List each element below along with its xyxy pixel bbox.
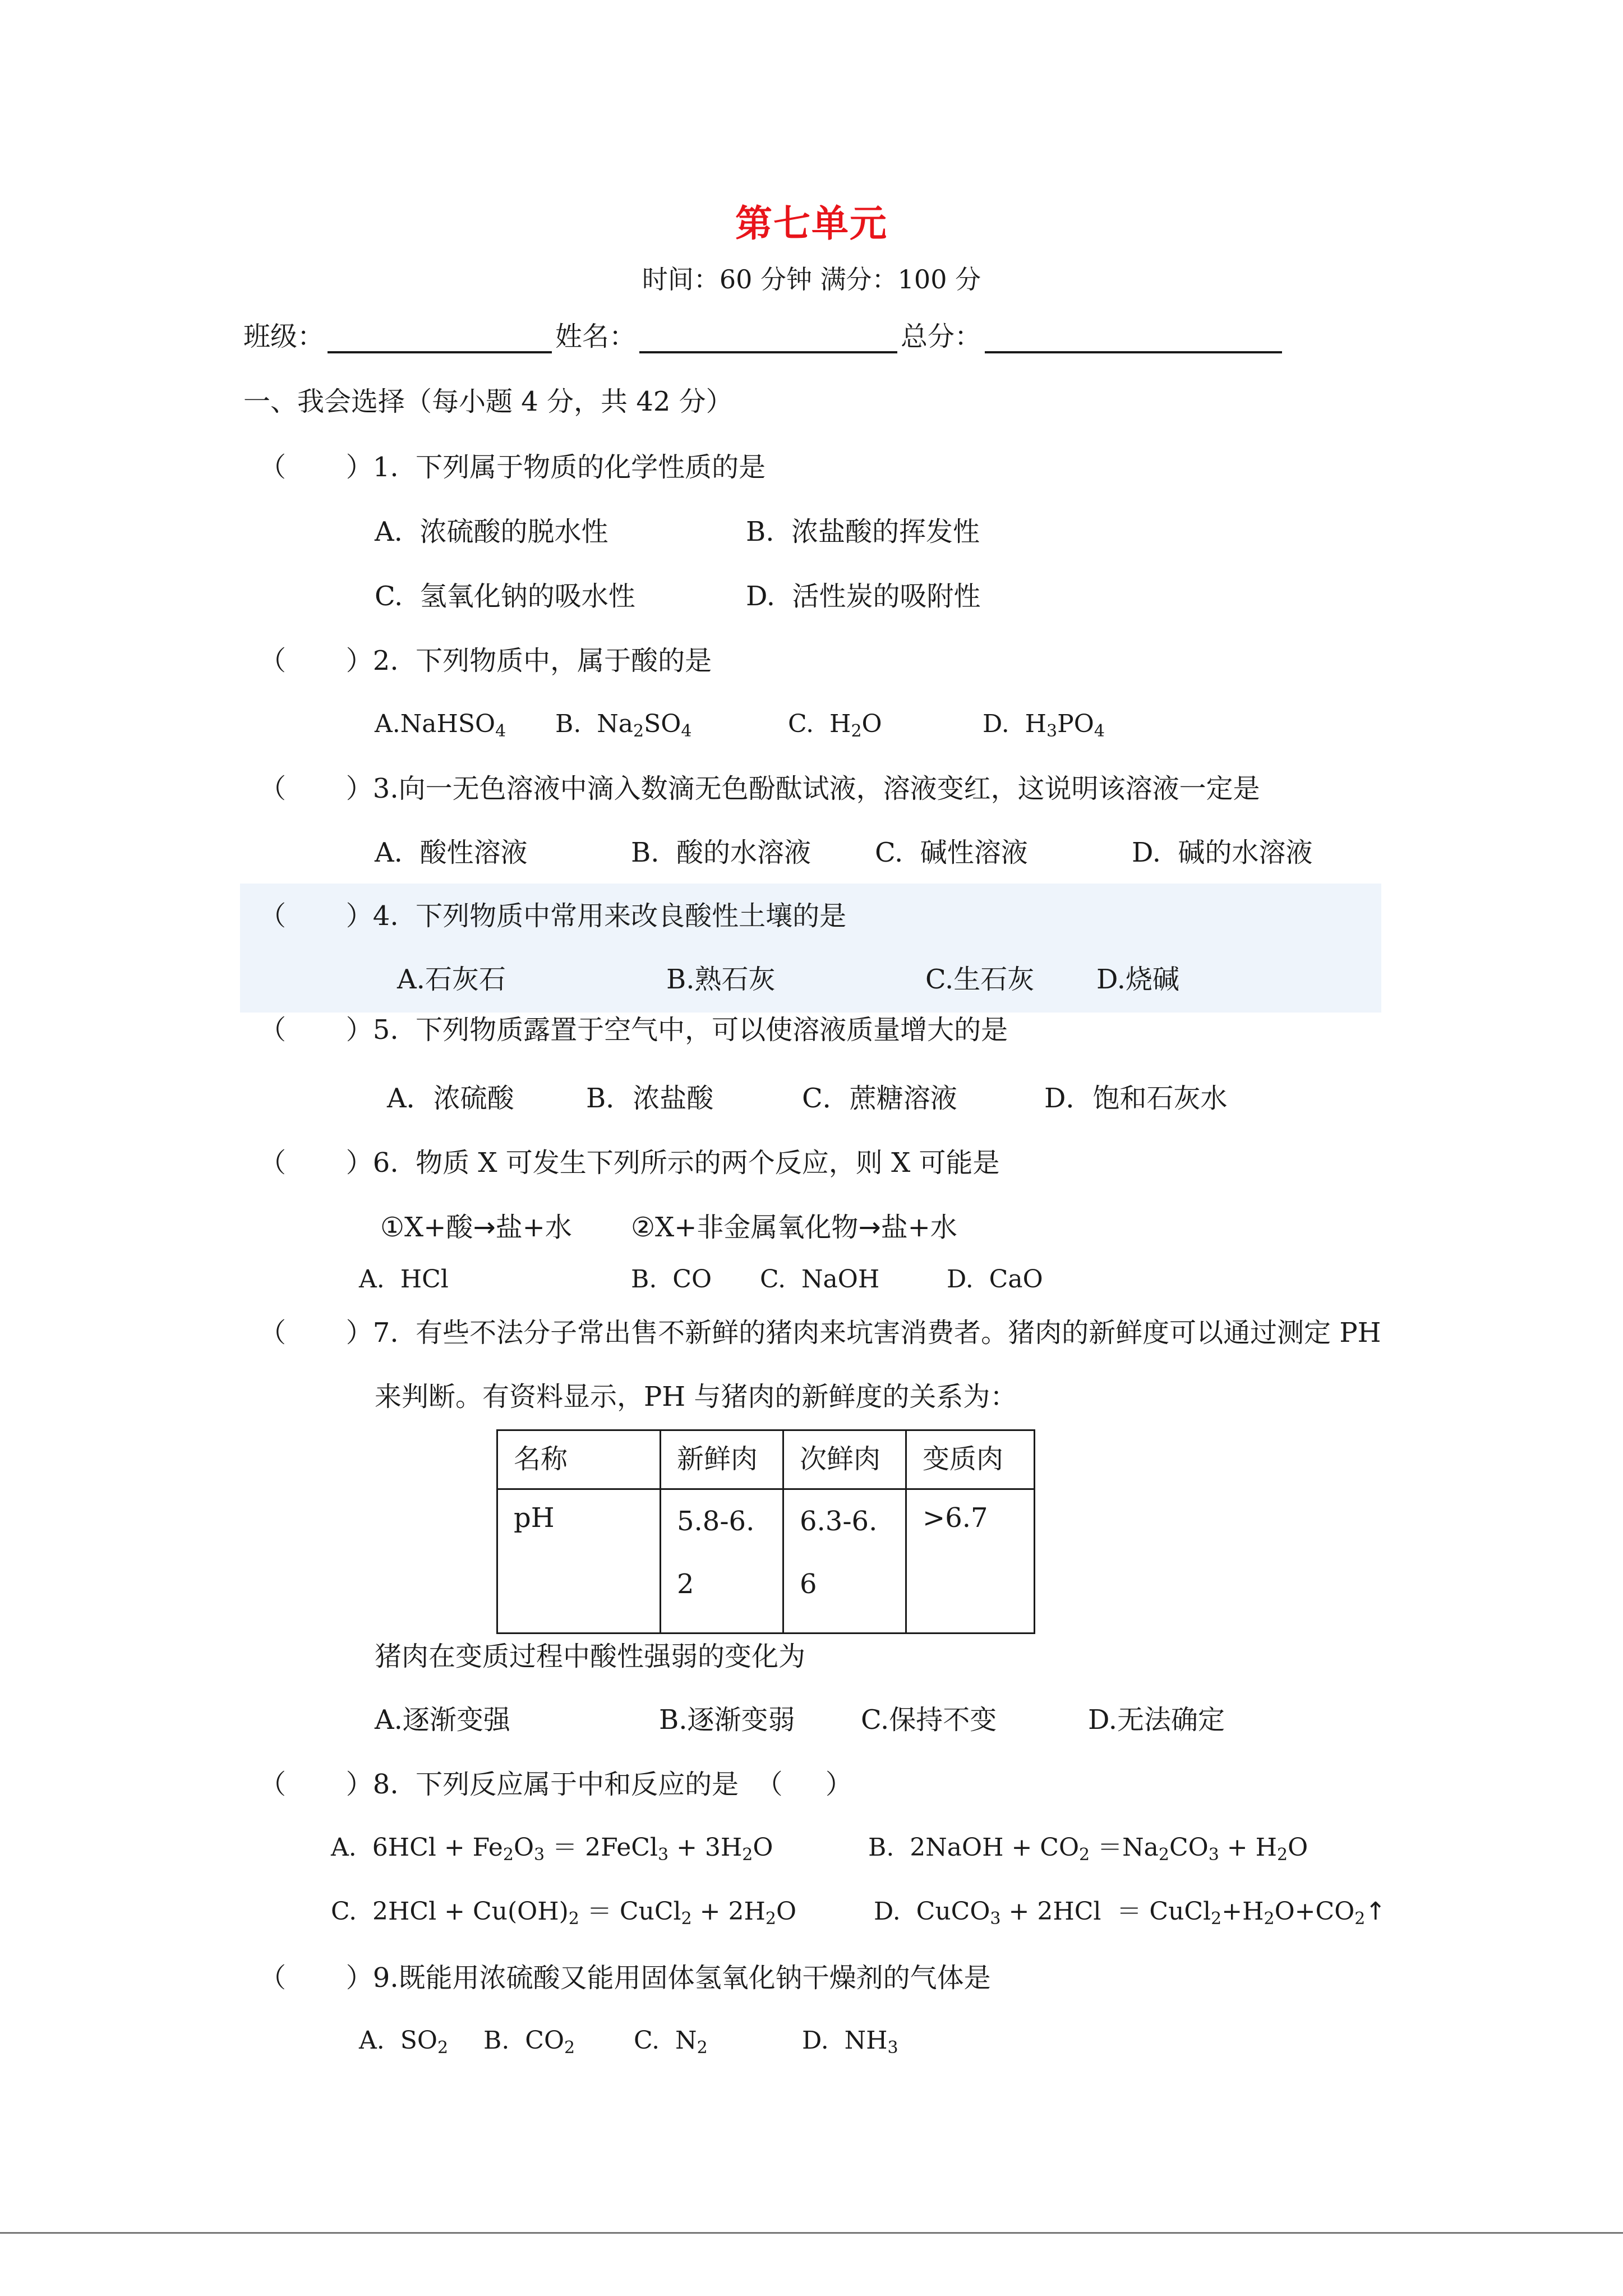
exam-time-score: 时间：60 分钟 满分：100 分 (642, 264, 981, 295)
question-8-stem: （ ）8. 下列反应属于中和反应的是 （ ） (259, 1769, 852, 1800)
q5-option-a[interactable]: A．浓硫酸 (387, 1083, 514, 1114)
q5-option-b[interactable]: B．浓盐酸 (586, 1083, 714, 1114)
q7-option-b[interactable]: B.逐渐变弱 (659, 1704, 795, 1736)
q1-option-d[interactable]: D. 活性炭的吸附性 (746, 581, 981, 612)
q9-option-b[interactable]: B. $CO_2$ (483, 2026, 575, 2058)
q7-option-d[interactable]: D.无法确定 (1088, 1704, 1225, 1736)
question-9-stem: （ ）9.既能用浓硫酸又能用固体氢氧化钠干燥剂的气体是 (259, 1962, 991, 1994)
page-title: 第七单元 (735, 202, 888, 245)
q6-option-c[interactable]: C. NaOH (760, 1265, 880, 1294)
question-7-stem: （ ）7. 有些不法分子常出售不新鲜的猪肉来坑害消费者。猪肉的新鲜度可以通过测定 PH (259, 1317, 1381, 1349)
q1-option-a[interactable]: A. 浓硫酸的脱水性 (375, 516, 608, 547)
q6-option-a[interactable]: A. HCl (359, 1265, 449, 1294)
name-field[interactable] (639, 322, 897, 353)
class-field[interactable] (328, 322, 552, 353)
question-7-prompt: 猪肉在变质过程中酸性强弱的变化为 (375, 1641, 806, 1672)
q3-option-b[interactable]: B. 酸的水溶液 (631, 837, 811, 868)
q4-option-a[interactable]: A.石灰石 (397, 964, 506, 995)
q1-option-b[interactable]: B. 浓盐酸的挥发性 (746, 516, 980, 547)
q8-option-b[interactable]: B. 2NaOH + $CO_2 =Na_2CO_3 + H_2O$ (868, 1833, 1308, 1865)
pork-freshness-table (496, 1429, 1035, 1634)
q9-option-c[interactable]: C. $N_2$ (634, 2026, 708, 2058)
q8-option-d[interactable]: D. CuCO$_3$ + $2HCl = CuCl_2+H_2O+CO_2↑$ (874, 1897, 1386, 1929)
question-2-stem: （ ）2. 下列物质中，属于酸的是 (259, 645, 712, 677)
q2-option-c[interactable]: C. $H_2O$ (788, 710, 882, 741)
table-header-cell: 名称 (497, 1430, 661, 1489)
question-6-stem: （ ）6. 物质 X 可发生下列所示的两个反应，则 X 可能是 (259, 1147, 1000, 1179)
q2-option-d[interactable]: D. $H_3PO_4$ (983, 710, 1105, 741)
q3-option-c[interactable]: C. 碱性溶液 (875, 837, 1028, 868)
q5-option-d[interactable]: D．饱和石灰水 (1044, 1083, 1228, 1114)
q2-option-b[interactable]: B. $Na_2SO_4$ (555, 710, 692, 741)
table-header-cell: 次鲜肉 (783, 1430, 906, 1489)
table-cell: 6.3-6. 6 (783, 1489, 906, 1633)
class-label: 班级： (243, 321, 325, 352)
q9-option-d[interactable]: D. $NH_3$ (802, 2026, 898, 2058)
name-label: 姓名： (555, 321, 637, 352)
q4-option-c[interactable]: C.生石灰 (925, 964, 1035, 995)
question-3-stem: （ ）3.向一无色溶液中滴入数滴无色酚酞试液，溶液变红，这说明该溶液一定是 (259, 773, 1260, 804)
total-score-field[interactable] (985, 322, 1282, 353)
q7-option-a[interactable]: A.逐渐变强 (375, 1704, 510, 1736)
table-row (497, 1489, 1035, 1633)
question-5-stem: （ ）5. 下列物质露置于空气中，可以使溶液质量增大的是 (259, 1014, 1008, 1046)
q4-option-d[interactable]: D.烧碱 (1096, 964, 1180, 995)
up-arrow-icon: ↑ (1365, 1897, 1386, 1926)
q8-option-a[interactable]: A. $6HCl + Fe_2O_3$ ＝ 2FeCl$_3$ + $3H_2O$ (331, 1833, 773, 1865)
q6-option-d[interactable]: D. CaO (947, 1265, 1043, 1294)
q2-option-a[interactable]: A.NaHSO$_4$ (375, 710, 506, 741)
table-cell: >6.7 (906, 1489, 1035, 1633)
q3-option-a[interactable]: A. 酸性溶液 (375, 837, 528, 868)
right-arrow-icon: → (858, 1212, 881, 1243)
q6-reaction-2: ②X+非金属氧化物→盐+水 (631, 1212, 957, 1243)
q1-option-c[interactable]: C. 氢氧化钠的吸水性 (375, 581, 635, 612)
q9-option-a[interactable]: A. $SO_2$ (359, 2026, 449, 2058)
total-label: 总分： (901, 321, 982, 352)
q7-option-c[interactable]: C.保持不变 (861, 1704, 997, 1736)
section-heading: 一、我会选择（每小题 4 分，共 42 分） (243, 386, 733, 417)
page-bottom-divider (0, 2232, 1623, 2234)
table-header-cell: 变质肉 (906, 1430, 1035, 1489)
question-7-stem-continued: 来判断。有资料显示，PH 与猪肉的新鲜度的关系为： (375, 1381, 1017, 1412)
question-4-stem: （ ）4. 下列物质中常用来改良酸性土壤的是 (259, 900, 847, 932)
q6-option-b[interactable]: B. CO (631, 1265, 712, 1294)
right-arrow-icon: → (473, 1212, 496, 1243)
student-info-row (243, 321, 1285, 353)
q6-reaction-1: ①X+酸→盐+水 (380, 1212, 572, 1243)
q5-option-c[interactable]: C．蔗糖溶液 (802, 1083, 957, 1114)
table-cell: 5.8-6. 2 (661, 1489, 783, 1633)
table-row (497, 1430, 1035, 1489)
q4-option-b[interactable]: B.熟石灰 (666, 964, 776, 995)
table-cell: pH (497, 1489, 661, 1633)
question-1-stem: （ ）1. 下列属于物质的化学性质的是 (259, 452, 766, 483)
q8-option-c[interactable]: C. $2HCl + Cu(OH)_2$ ＝ CuCl$_2$ + $2H_2O$ (331, 1897, 797, 1929)
table-header-cell: 新鲜肉 (661, 1430, 783, 1489)
q3-option-d[interactable]: D. 碱的水溶液 (1132, 837, 1313, 868)
